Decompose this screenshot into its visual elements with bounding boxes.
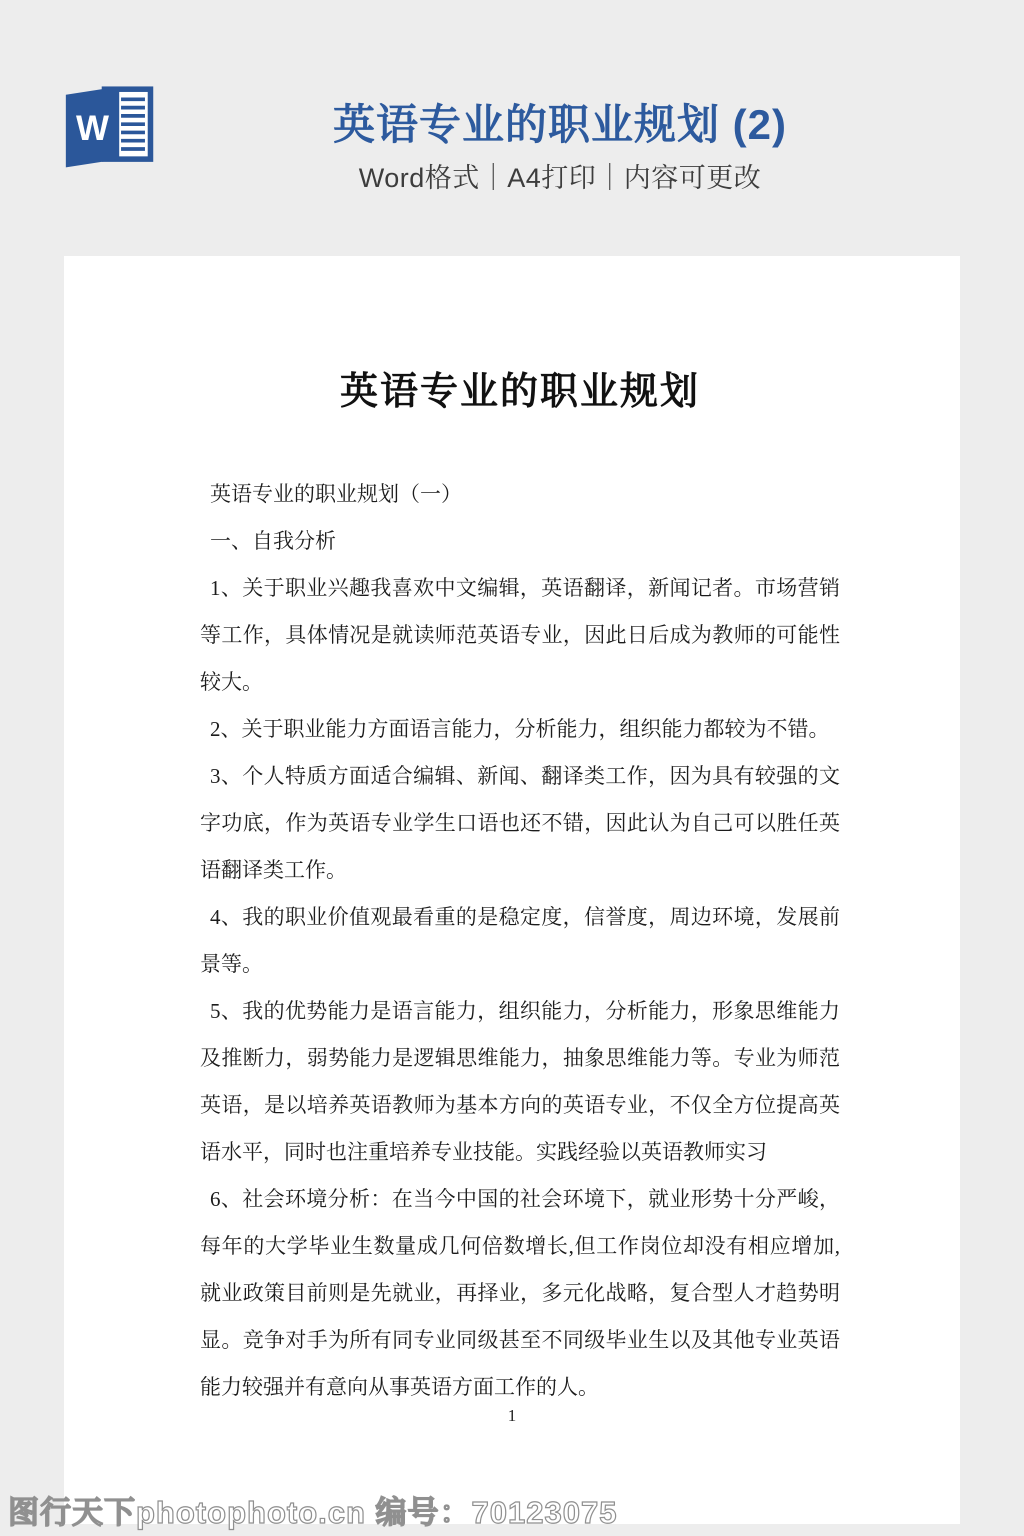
document-paragraph: 1、关于职业兴趣我喜欢中文编辑，英语翻译，新闻记者。市场营销等工作，具体情况是就读师范英语专业，因此日后成为教师的可能性较大。 — [200, 576, 840, 694]
word-logo-graphic — [64, 82, 156, 170]
document-paragraph: 5、我的优势能力是语言能力，组织能力，分析能力，形象思维能力及推断力，弱势能力是逻辑思维能力，抽象思维能力等。专业为师范英语，是以培养英语教师为基本方向的英语专业，不仅全方位提高英语水平，同时也注重培养专业技能。实践经验以英语教师实习 — [200, 999, 840, 1164]
template-format-info: Word格式｜A4打印｜内容可更改 — [358, 163, 762, 193]
template-title: 英语专业的职业规划 (2) — [332, 101, 788, 148]
word-icon-letter: W — [76, 108, 110, 148]
document-paragraph: 英语专业的职业规划（一） — [210, 482, 462, 506]
document-paragraph: 4、我的职业价值观最看重的是稳定度，信誉度，周边环境，发展前景等。 — [200, 905, 840, 976]
document-paragraph: 3、个人特质方面适合编辑、新闻、翻译类工作，因为具有较强的文字功底，作为英语专业学生口语也还不错，因此认为自己可以胜任英语翻译类工作。 — [200, 764, 840, 882]
document-paragraph: 6、社会环境分析：在当今中国的社会环境下，就业形势十分严峻，每年的大学毕业生数量成几何倍数增长,但工作岗位却没有相应增加,就业政策目前则是先就业，再择业，多元化战略，复合型人才趋势明显。竞争对手为所有同专业同级甚至不同级毕业生以及其他专业英语能力较强并有意向从事英语方面工作的人。 — [200, 1187, 840, 1399]
document-body — [200, 471, 840, 1411]
document-title: 英语专业的职业规划 — [339, 371, 700, 413]
document-paragraph: 2、关于职业能力方面语言能力，分析能力，组织能力都较为不错。 — [210, 717, 830, 741]
document-page — [64, 256, 960, 1524]
watermark-text: 图行天下photophoto.cn 编号：70123075 — [8, 1495, 618, 1530]
page-number: 1 — [507, 1406, 517, 1425]
document-paragraph: 一、自我分析 — [210, 529, 336, 553]
word-file-icon — [64, 82, 156, 170]
